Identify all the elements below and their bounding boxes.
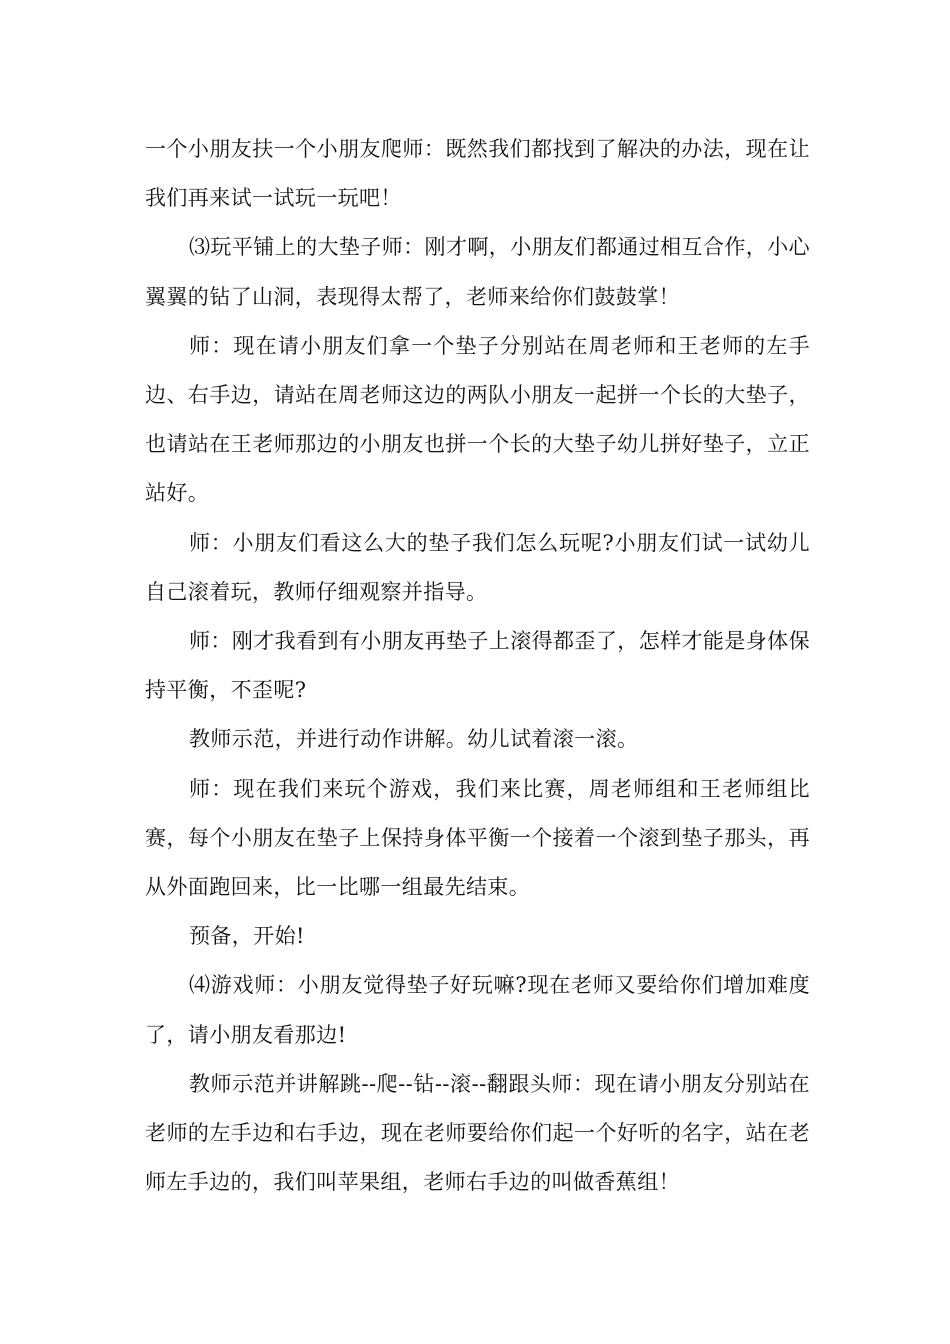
paragraph-8: 预备，开始! [189,924,305,949]
paragraph-4: 师：小朋友们看这么大的垫子我们怎么玩呢?小朋友们试一试幼儿自己滚着玩，教师仔细观察并指导。 [145,530,810,604]
document-body [145,125,810,1207]
paragraph-5: 师：刚才我看到有小朋友再垫子上滚得都歪了，怎样才能是身体保持平衡，不歪呢? [145,629,810,703]
paragraph-10: 教师示范并讲解跳--爬--钻--滚--翻跟头师：现在请小朋友分别站在老师的左手边和右手边，现在老师要给你们起一个好听的名字，站在老师左手边的，我们叫苹果组，老师右手边的叫做香蕉组！ [145,1071,810,1195]
paragraph-7: 师：现在我们来玩个游戏，我们来比赛，周老师组和王老师组比赛，每个小朋友在垫子上保持身体平衡一个接着一个滚到垫子那头，再从外面跑回来，比一比哪一组最先结束。 [145,776,810,900]
paragraph-3: 师：现在请小朋友们拿一个垫子分别站在周老师和王老师的左手边、右手边，请站在周老师这边的两队小朋友一起拼一个长的大垫子，也请站在王老师那边的小朋友也拼一个长的大垫子幼儿拼好垫子，立正站好。 [145,333,810,506]
paragraph-6: 教师示范，并进行动作讲解。幼儿试着滚一滚。 [189,727,639,752]
paragraph-1: 一个小朋友扶一个小朋友爬师：既然我们都找到了解决的办法，现在让我们再来试一试玩一玩吧！ [145,137,810,211]
paragraph-2: ⑶玩平铺上的大垫子师：刚才啊，小朋友们都通过相互合作，小心翼翼的钻了山洞，表现得太帮了，老师来给你们鼓鼓掌！ [145,235,810,309]
paragraph-9: ⑷游戏师：小朋友觉得垫子好玩嘛?现在老师又要给你们增加难度了，请小朋友看那边! [145,973,810,1047]
